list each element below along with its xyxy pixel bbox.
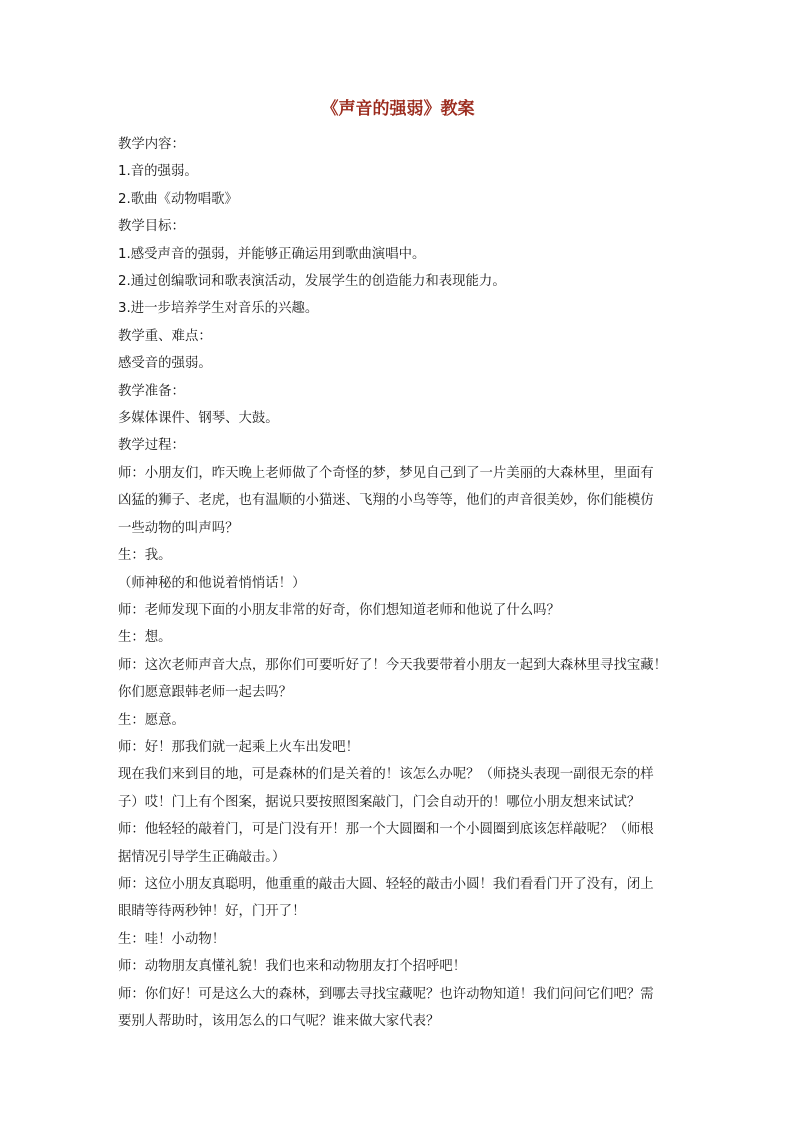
paragraph-line: 教学准备： xyxy=(118,383,185,399)
paragraph-line: 生：哇！小动物！ xyxy=(118,931,226,947)
document-body xyxy=(118,131,678,1035)
document-page xyxy=(118,95,678,1035)
paragraph-line: 要别人帮助时，该用怎么的口气呢？谁来做大家代表？ xyxy=(118,1014,440,1029)
paragraph-line: 一些动物的叫声吗？ xyxy=(118,520,239,536)
paragraph-line: 1.感受声音的强弱，并能够正确运用到歌曲演唱中。 xyxy=(118,246,426,262)
paragraph-line: 师：动物朋友真懂礼貌！我们也来和动物朋友打个招呼吧！ xyxy=(118,959,467,975)
paragraph-line: 教学目标： xyxy=(118,219,185,235)
paragraph-line: 教学过程： xyxy=(118,438,185,454)
paragraph-line: 眼睛等待两秒钟！好，门开了！ xyxy=(118,904,306,920)
document-title: 《声音的强弱》教案 xyxy=(321,99,475,119)
paragraph-line: 师：这位小朋友真聪明，他重重的敲击大圆、轻轻的敲击小圆！我们看看门开了没有，闭上 xyxy=(118,876,654,892)
paragraph-line: 生：想。 xyxy=(118,630,172,646)
paragraph-line: 2.通过创编歌词和歌表演活动，发展学生的创造能力和表现能力。 xyxy=(118,274,506,290)
paragraph-line: 3.进一步培养学生对音乐的兴趣。 xyxy=(118,301,319,317)
paragraph-line: 师：好！那我们就一起乘上火车出发吧！ xyxy=(118,739,360,755)
paragraph-line: 多媒体课件、钢琴、大鼓。 xyxy=(118,411,279,427)
paragraph-line: 生：愿意。 xyxy=(118,712,185,728)
paragraph-line: 凶猛的狮子、老虎，也有温顺的小猫迷、飞翔的小鸟等等，他们的声音很美妙，你们能模仿 xyxy=(118,493,654,509)
paragraph-line: 现在我们来到目的地，可是森林的们是关着的！该怎么办呢？（师挠头表现一副很无奈的样 xyxy=(118,767,654,783)
paragraph-line: （师神秘的和他说着悄悄话！） xyxy=(118,575,306,591)
paragraph-line: 师：这次老师声音大点，那你们可要听好了！今天我要带着小朋友一起到大森林里寻找宝藏！ xyxy=(118,657,668,673)
paragraph-line: 师：你们好！可是这么大的森林，到哪去寻找宝藏呢？也许动物知道！我们问问它们吧？需 xyxy=(118,986,654,1002)
paragraph-line: 2.歌曲《动物唱歌》 xyxy=(118,191,238,207)
paragraph-line: 1.音的强弱。 xyxy=(118,164,198,180)
paragraph-line: 教学内容： xyxy=(118,137,185,152)
paragraph-line: 生：我。 xyxy=(118,548,172,564)
paragraph-line: 师：老师发现下面的小朋友非常的好奇，你们想知道老师和他说了什么吗？ xyxy=(118,602,560,618)
paragraph-line: 子）哎！门上有个图案，据说只要按照图案敲门，门会自动开的！哪位小朋友想来试试？ xyxy=(118,794,641,810)
paragraph-line: 你们愿意跟韩老师一起去吗？ xyxy=(118,685,293,701)
paragraph-line: 教学重、难点： xyxy=(118,328,212,344)
paragraph-line: 师：他轻轻的敲着门，可是门没有开！那一个大圆圈和一个小圆圈到底该怎样敲呢？（师根 xyxy=(118,822,654,838)
paragraph-line: 师：小朋友们，昨天晚上老师做了个奇怪的梦，梦见自己到了一片美丽的大森林里，里面有 xyxy=(118,465,654,481)
paragraph-line: 感受音的强弱。 xyxy=(118,356,212,372)
paragraph-line: 据情况引导学生正确敲击。） xyxy=(118,849,286,865)
